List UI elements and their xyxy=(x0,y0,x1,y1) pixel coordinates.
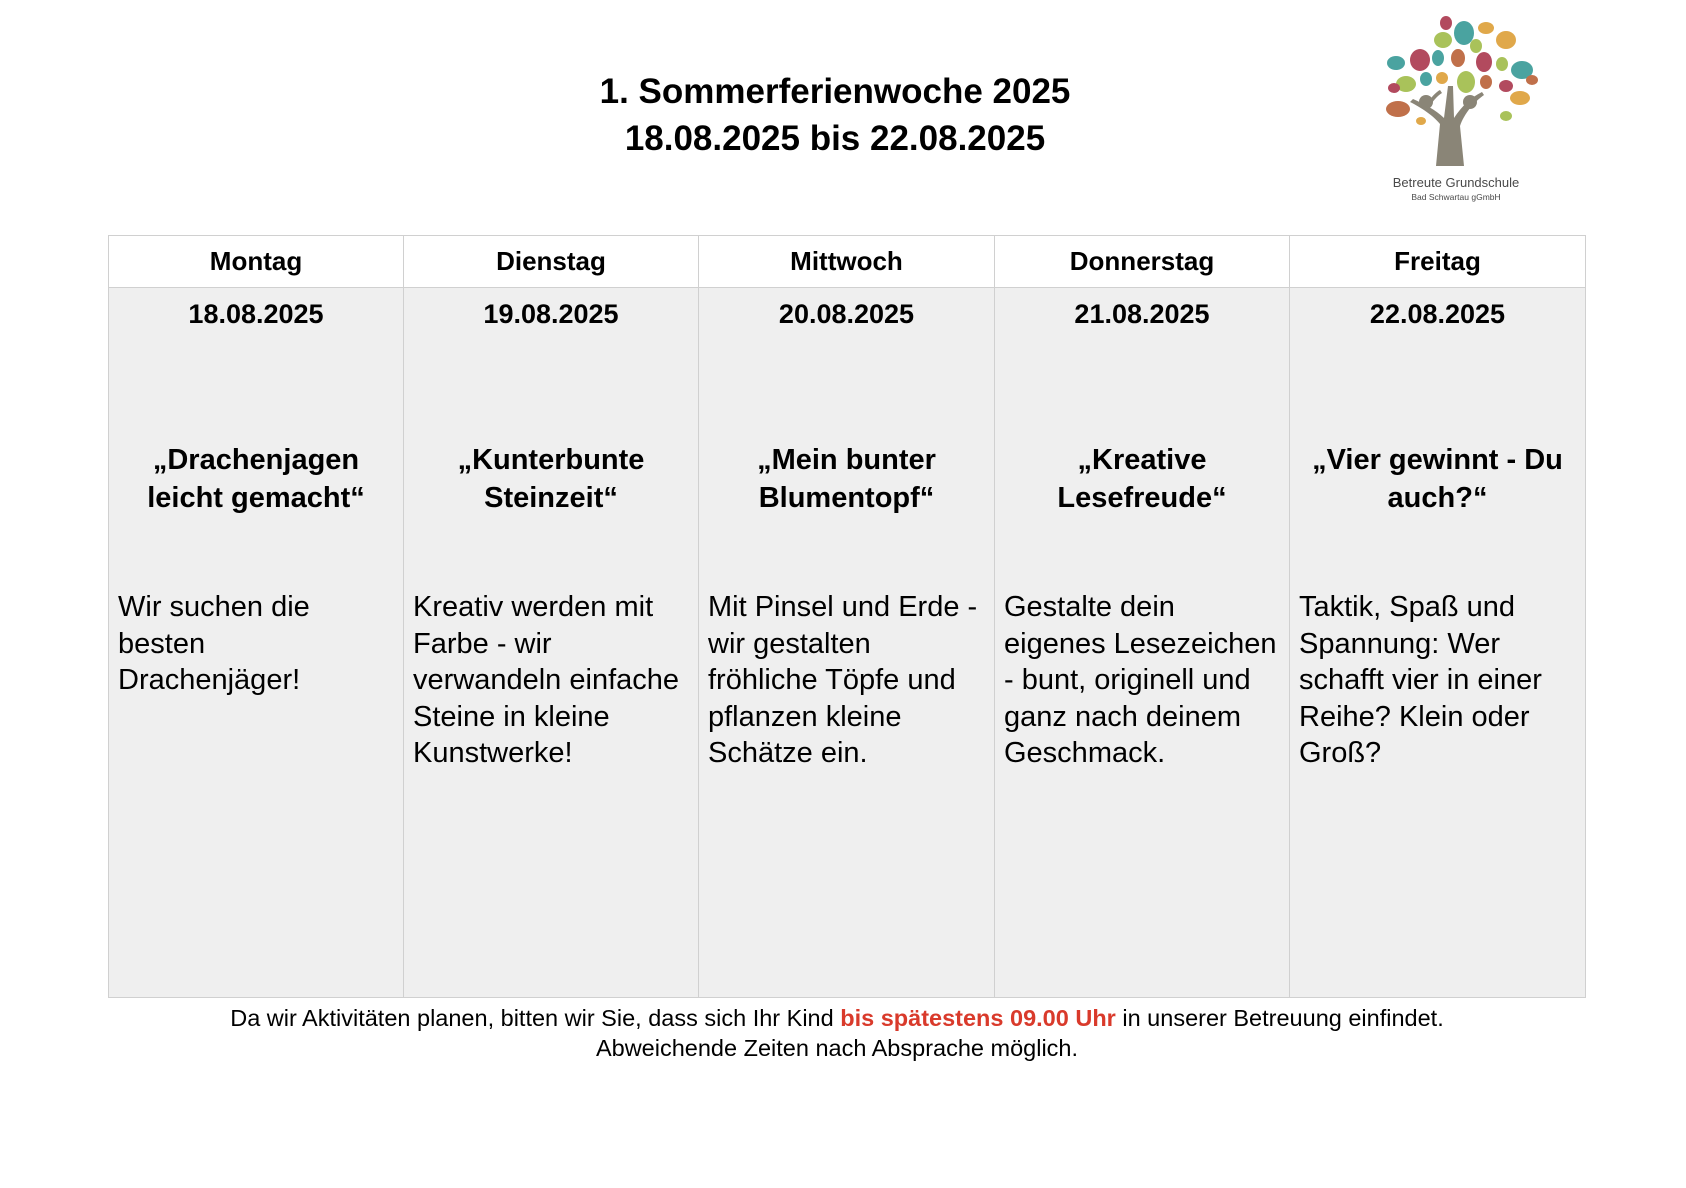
logo-subtitle: Bad Schwartau gGmbH xyxy=(1411,192,1501,202)
weekday-header: Dienstag xyxy=(404,236,699,288)
arrival-notice xyxy=(0,1003,1680,1033)
activity-title: „Kunterbunte Steinzeit“ xyxy=(457,444,645,514)
logo xyxy=(1366,6,1546,206)
activity-title: „Kreative Lesefreude“ xyxy=(1057,444,1227,514)
activity-description: Wir suchen die besten Drachenjäger! xyxy=(118,591,310,696)
day-cell-monday xyxy=(109,288,404,998)
arrival-notice-text-end: in unserer Betreuung einfindet. xyxy=(1115,1005,1444,1031)
arrival-deadline: bis spätestens 09.00 Uhr xyxy=(840,1005,1116,1031)
activity-description: Mit Pinsel und Erde - wir gestalten fröhliche Töpfe und pflanzen kleine Schätze ein. xyxy=(708,591,978,769)
activity-title: „Vier gewinnt - Du auch?“ xyxy=(1312,444,1563,514)
day-date: 22.08.2025 xyxy=(1369,299,1506,329)
day-cell-thursday xyxy=(995,288,1290,998)
schedule-note: Abweichende Zeiten nach Absprache möglich. xyxy=(595,1035,1079,1061)
logo-name: Betreute Grundschule xyxy=(1392,175,1520,190)
day-cell-tuesday xyxy=(404,288,699,998)
activity-description: Kreativ werden mit Farbe - wir verwandeln einfache Steine in kleine Kunstwerke! xyxy=(413,591,680,769)
weekday-header: Freitag xyxy=(1290,236,1586,288)
day-content-row xyxy=(109,288,1586,998)
day-cell-friday xyxy=(1290,288,1586,998)
date-range: 18.08.2025 bis 22.08.2025 xyxy=(624,119,1046,158)
day-date: 20.08.2025 xyxy=(778,299,915,329)
activity-description: Gestalte dein eigenes Lesezeichen - bunt, originell und ganz nach deinem Geschmack. xyxy=(1004,591,1277,769)
weekday-header: Mittwoch xyxy=(699,236,995,288)
activity-title: „Mein bunter Blumentopf“ xyxy=(757,444,936,514)
weekday-header: Donnerstag xyxy=(995,236,1290,288)
arrival-notice-text: Da wir Aktivitäten planen, bitten wir Sie, dass sich Ihr Kind xyxy=(230,1005,841,1031)
tree-logo-icon xyxy=(1366,6,1546,174)
page-title: 1. Sommerferienwoche 2025 xyxy=(599,72,1071,111)
day-date: 19.08.2025 xyxy=(483,299,619,329)
activity-description: Taktik, Spaß und Spannung: Wer schafft vier in einer Reihe? Klein oder Groß? xyxy=(1299,591,1542,769)
day-date: 18.08.2025 xyxy=(188,299,324,329)
weekday-header-row xyxy=(109,236,1586,288)
week-plan-table xyxy=(108,235,1586,998)
activity-title: „Drachenjagen leicht gemacht“ xyxy=(147,444,365,514)
day-cell-wednesday xyxy=(699,288,995,998)
day-date: 21.08.2025 xyxy=(1074,299,1210,329)
weekday-header: Montag xyxy=(109,236,404,288)
